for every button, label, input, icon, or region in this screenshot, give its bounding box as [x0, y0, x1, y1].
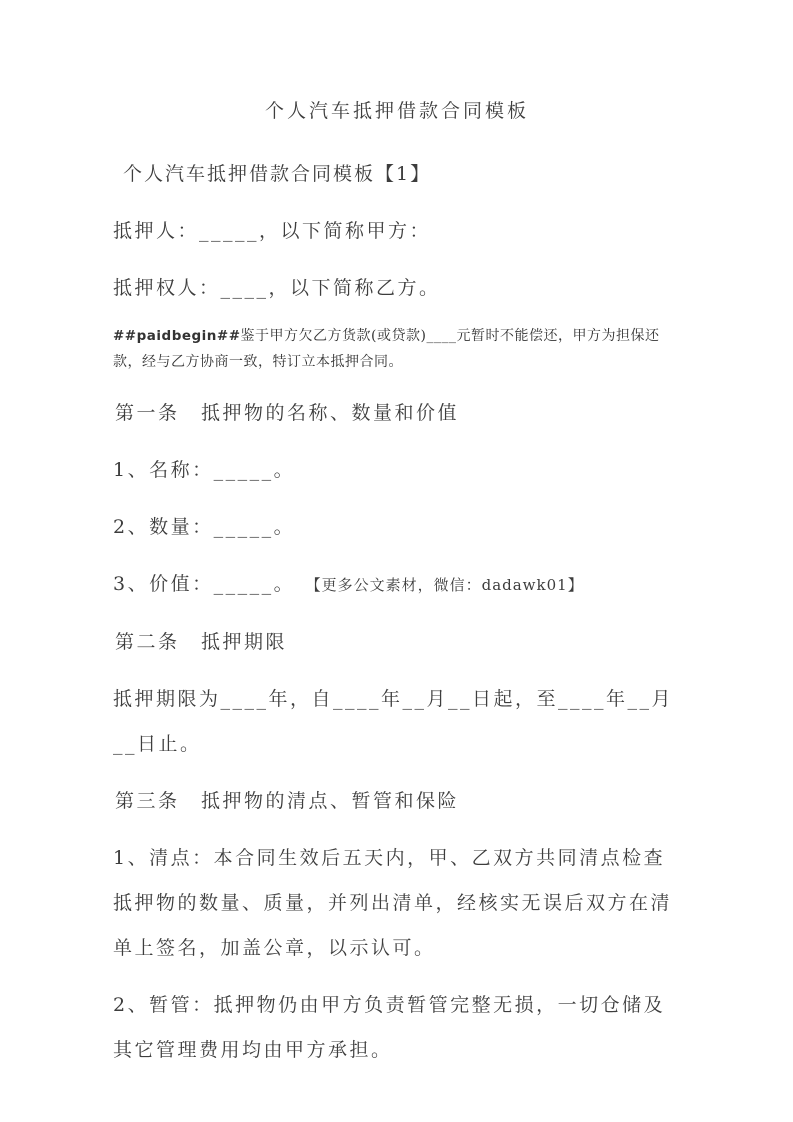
contract-subtitle: 个人汽车抵押借款合同模板【1】 [123, 163, 432, 185]
preamble-text: 鉴于甲方欠乙方货款(或贷款)____元暂时不能偿还，甲方为担保还款，经与乙方协商一致，特订立本抵押合同。 [113, 328, 660, 370]
party-a-line: 抵押人：_____，以下简称甲方： [113, 220, 432, 242]
article-3-item-inventory: 1、清点：本合同生效后五天内，甲、乙双方共同清点检查抵押物的数量、质量，并列出清单，经核实无误后双方在清单上签名，加盖公章，以示认可。 [113, 847, 673, 959]
article-1-item-value-line [113, 562, 681, 608]
paid-begin-marker: ##paidbegin## [113, 328, 241, 344]
article-3-heading: 第三条 抵押物的清点、暂管和保险 [115, 790, 460, 812]
article-3-item-custody: 2、暂管：抵押物仍由甲方负责暂管完整无损，一切仓储及其它管理费用均由甲方承担。 [113, 994, 666, 1061]
paid-begin-note [113, 323, 681, 375]
article-1-item-name: 1、名称：_____。 [113, 459, 296, 481]
article-1-item-value: 3、价值：_____。 [113, 573, 296, 595]
party-b-line: 抵押权人：____，以下简称乙方。 [113, 277, 441, 299]
document-title: 个人汽车抵押借款合同模板 [264, 100, 529, 122]
article-1-item-quantity: 2、数量：_____。 [113, 516, 296, 538]
article-2-term-text: 抵押期限为____年，自____年__月__日起，至____年__月__日止。 [113, 688, 674, 755]
promo-note: 【更多公文素材，微信：dadawk01】 [313, 576, 584, 594]
article-1-heading: 第一条 抵押物的名称、数量和价值 [115, 402, 460, 424]
article-2-heading: 第二条 抵押期限 [115, 631, 288, 653]
